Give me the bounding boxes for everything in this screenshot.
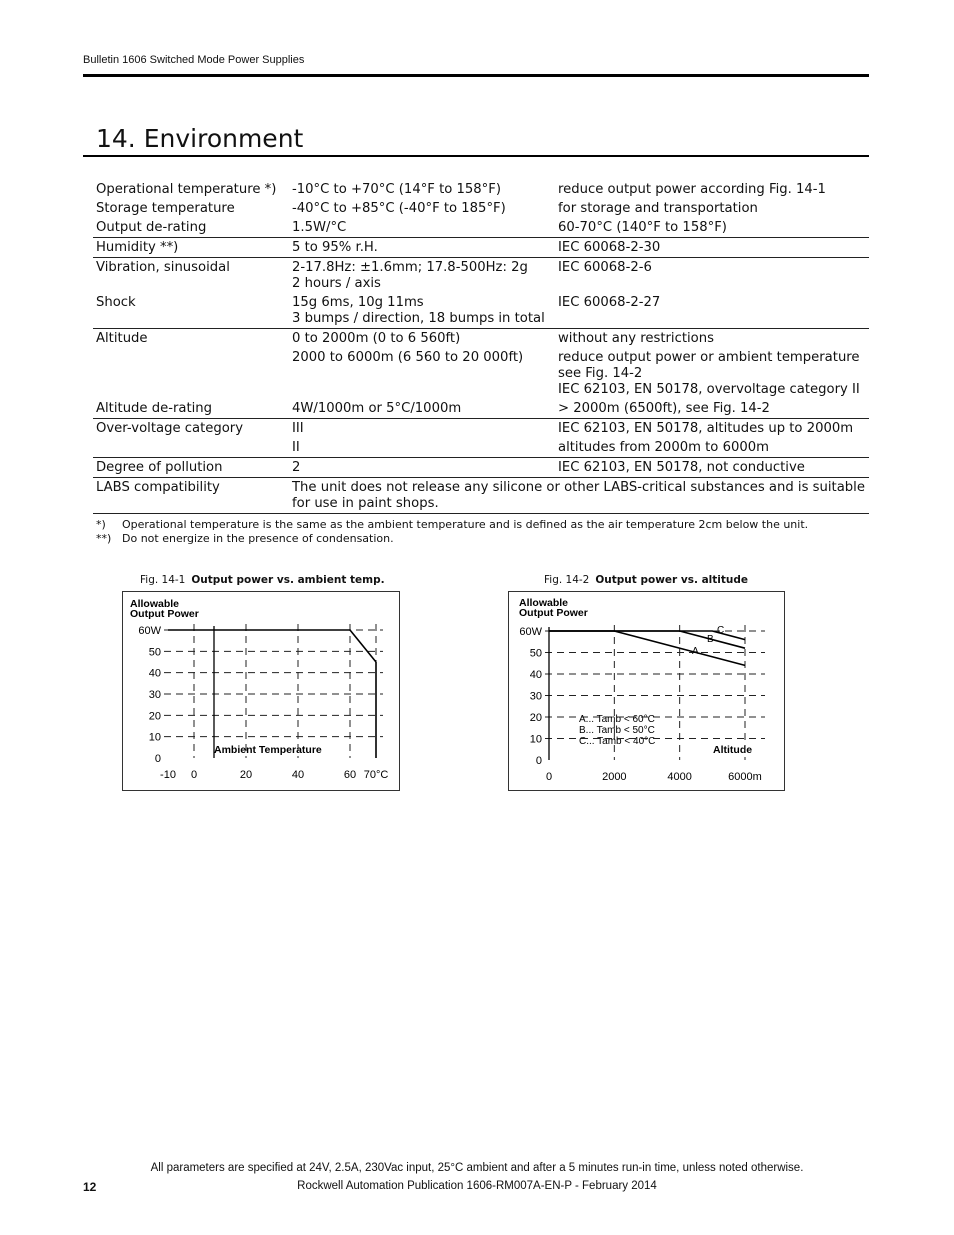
table-row [93,293,869,329]
running-header: Bulletin 1606 Switched Mode Power Supplies [83,54,305,66]
row-label: Humidity **) [93,238,289,258]
table-row [93,478,869,514]
y-tick-label: 10 [529,733,542,746]
table-row [93,180,869,199]
fig2-legend-b: B... Tamb < 50°C [579,725,655,736]
fig1-ylabel-line2: Output Power [130,608,199,620]
row-label: Storage temperature [96,201,235,216]
row-label: Degree of pollution [93,458,289,478]
header-rule [83,74,869,77]
x-tick-label: 40 [291,769,305,781]
row-label: Output de-rating [93,218,289,238]
table-row [93,218,869,238]
y-tick-label: 40 [148,667,161,680]
fig2-legend-c: C... Tamb < 40°C [579,736,656,747]
row-value-line: 2-17.8Hz: ±1.6mm; 17.8-500Hz: 2g [292,260,528,275]
fig2-caption [544,574,748,586]
fig1-xlabel: Ambient Temperature [214,744,322,756]
x-tick-label: 0 [190,769,198,781]
row-note: IEC 60068-2-30 [555,238,869,258]
row-note: IEC 62103, EN 50178, altitudes up to 2000m [558,421,854,436]
x-tick-label: 6000m [728,771,762,783]
table-row [93,458,869,478]
footer-note: All parameters are specified at 24V, 2.5A, 230Vac input, 25°C ambient and after a 5 minutes run-in time, unless noted otherwise. [150,1162,804,1174]
row-note: altitudes from 2000m to 6000m [555,438,869,458]
y-tick-label: 60W [138,625,161,637]
x-tick-label: 0 [545,771,553,783]
x-tick-label: 70°C [363,769,389,781]
table-row [93,399,869,419]
series-line-a [549,631,745,665]
x-tick-label: 20 [239,769,253,781]
row-note-line: reduce output power or ambient temperature [558,350,860,365]
row-label: Altitude de-rating [93,399,289,419]
footer-publication: Rockwell Automation Publication 1606-RM007A-EN-P - February 2014 [297,1180,657,1192]
fig2-legend-a: A... Tamb < 60°C [579,714,655,725]
row-value: 4W/1000m or 5°C/1000m [289,399,555,419]
row-note: IEC 60068-2-27 [555,293,869,329]
row-label [93,348,289,399]
fig1-chart [122,591,400,791]
fig1-label: Fig. 14-1 [140,574,186,586]
y-tick-label: 0 [535,755,542,767]
fig2-xlabel: Altitude [713,744,753,756]
footnote-mark: *) [96,518,106,531]
title-rule [83,155,869,157]
row-value: 1.5W/°C [289,218,555,238]
y-tick-label: 40 [529,669,542,681]
fig2-curve-label-c: C [717,625,725,636]
row-value-line: 2 hours / axis [292,276,381,291]
row-label: Shock [93,293,289,329]
row-value [289,258,555,294]
table-row [93,348,869,399]
row-note: for storage and transportation [558,201,758,216]
x-tick-label: 2000 [602,771,627,783]
row-label: Operational temperature *) [96,182,277,197]
fig2-curve-label-a: A [692,646,699,657]
row-note [555,348,869,399]
section-title: 14. Environment [96,124,304,153]
fig1-lines [168,626,376,758]
row-value: 0 to 2000m (0 to 6 560ft) [292,331,461,346]
footnote [96,532,808,546]
y-tick-label: 10 [148,731,161,744]
footnotes [96,518,808,546]
row-value: -40°C to +85°C (-40°F to 185°F) [292,201,506,216]
fig2-ticks [519,626,761,783]
table-row [93,238,869,258]
row-value: 2 [289,458,555,478]
row-note: reduce output power according Fig. 14-1 [558,182,826,197]
row-label: Over-voltage category [96,421,244,436]
row-label: Altitude [96,331,148,346]
row-value: -10°C to +70°C (14°F to 158°F) [292,182,502,197]
fig2-ylabel-line1: Allowable [519,597,569,609]
row-label: Vibration, sinusoidal [96,260,230,275]
series-line [168,630,376,662]
row-note: > 2000m (6500ft), see Fig. 14-2 [555,399,869,419]
row-value-line: 15g 6ms, 10g 11ms [292,295,424,310]
row-value: III [292,421,304,436]
x-tick-label: -10 [160,769,176,781]
x-tick-label: 4000 [667,771,692,783]
fig2-title: Output power vs. altitude [595,574,749,586]
fig1-plot [123,592,399,790]
footnote [96,518,808,532]
y-tick-label: 0 [154,753,161,765]
y-tick-label: 60W [519,626,542,638]
fig2-curve-label-b: B [707,634,714,645]
fig2-ylabel-line2: Output Power [519,607,588,619]
fig2-chart [508,591,785,791]
row-note: 60-70°C (140°F to 158°F) [555,218,869,238]
footnote-text: Do not energize in the presence of condensation. [122,532,394,545]
y-tick-label: 30 [529,690,542,703]
fig1-title: Output power vs. ambient temp. [191,574,385,586]
table-row [93,329,869,349]
row-note: IEC 62103, EN 50178, not conductive [555,458,869,478]
table-row [93,438,869,458]
fig2-plot [509,592,784,790]
series-line-c [549,631,745,640]
row-label [93,438,289,458]
fig1-caption [140,574,385,586]
row-note-line: see Fig. 14-2 [558,366,643,381]
footnote-mark: **) [96,532,112,545]
table-row [93,419,869,439]
row-value: 2000 to 6000m (6 560 to 20 000ft) [292,350,524,365]
page-number: 12 [83,1180,97,1194]
y-tick-label: 20 [529,712,542,724]
row-value: II [289,438,555,458]
footnote-text: Operational temperature is the same as the ambient temperature and is defined as the air temperature 2cm below the unit. [122,518,809,531]
x-tick-label: 60 [343,769,357,781]
row-value [289,293,555,329]
fig1-ticks [138,625,388,781]
row-label: LABS compatibility [93,478,289,514]
table-row [93,199,869,218]
y-tick-label: 20 [148,710,161,723]
fig1-grid [164,624,383,758]
environment-table [93,180,869,514]
row-value-line: 3 bumps / direction, 18 bumps in total [292,311,545,326]
table-row [93,258,869,294]
row-note: without any restrictions [558,331,714,346]
fig2-label: Fig. 14-2 [544,574,590,586]
row-value: The unit does not release any silicone or other LABS-critical substances and is suitable for use in paint shops. [289,478,869,514]
y-tick-label: 50 [529,647,542,660]
y-tick-label: 50 [148,646,161,659]
row-note: IEC 60068-2-6 [558,260,652,275]
fig1-ylabel-line1: Allowable [130,598,180,610]
y-tick-label: 30 [148,689,161,701]
row-note-line: IEC 62103, EN 50178, overvoltage category II [558,382,860,397]
row-value: 5 to 95% r.H. [289,238,555,258]
